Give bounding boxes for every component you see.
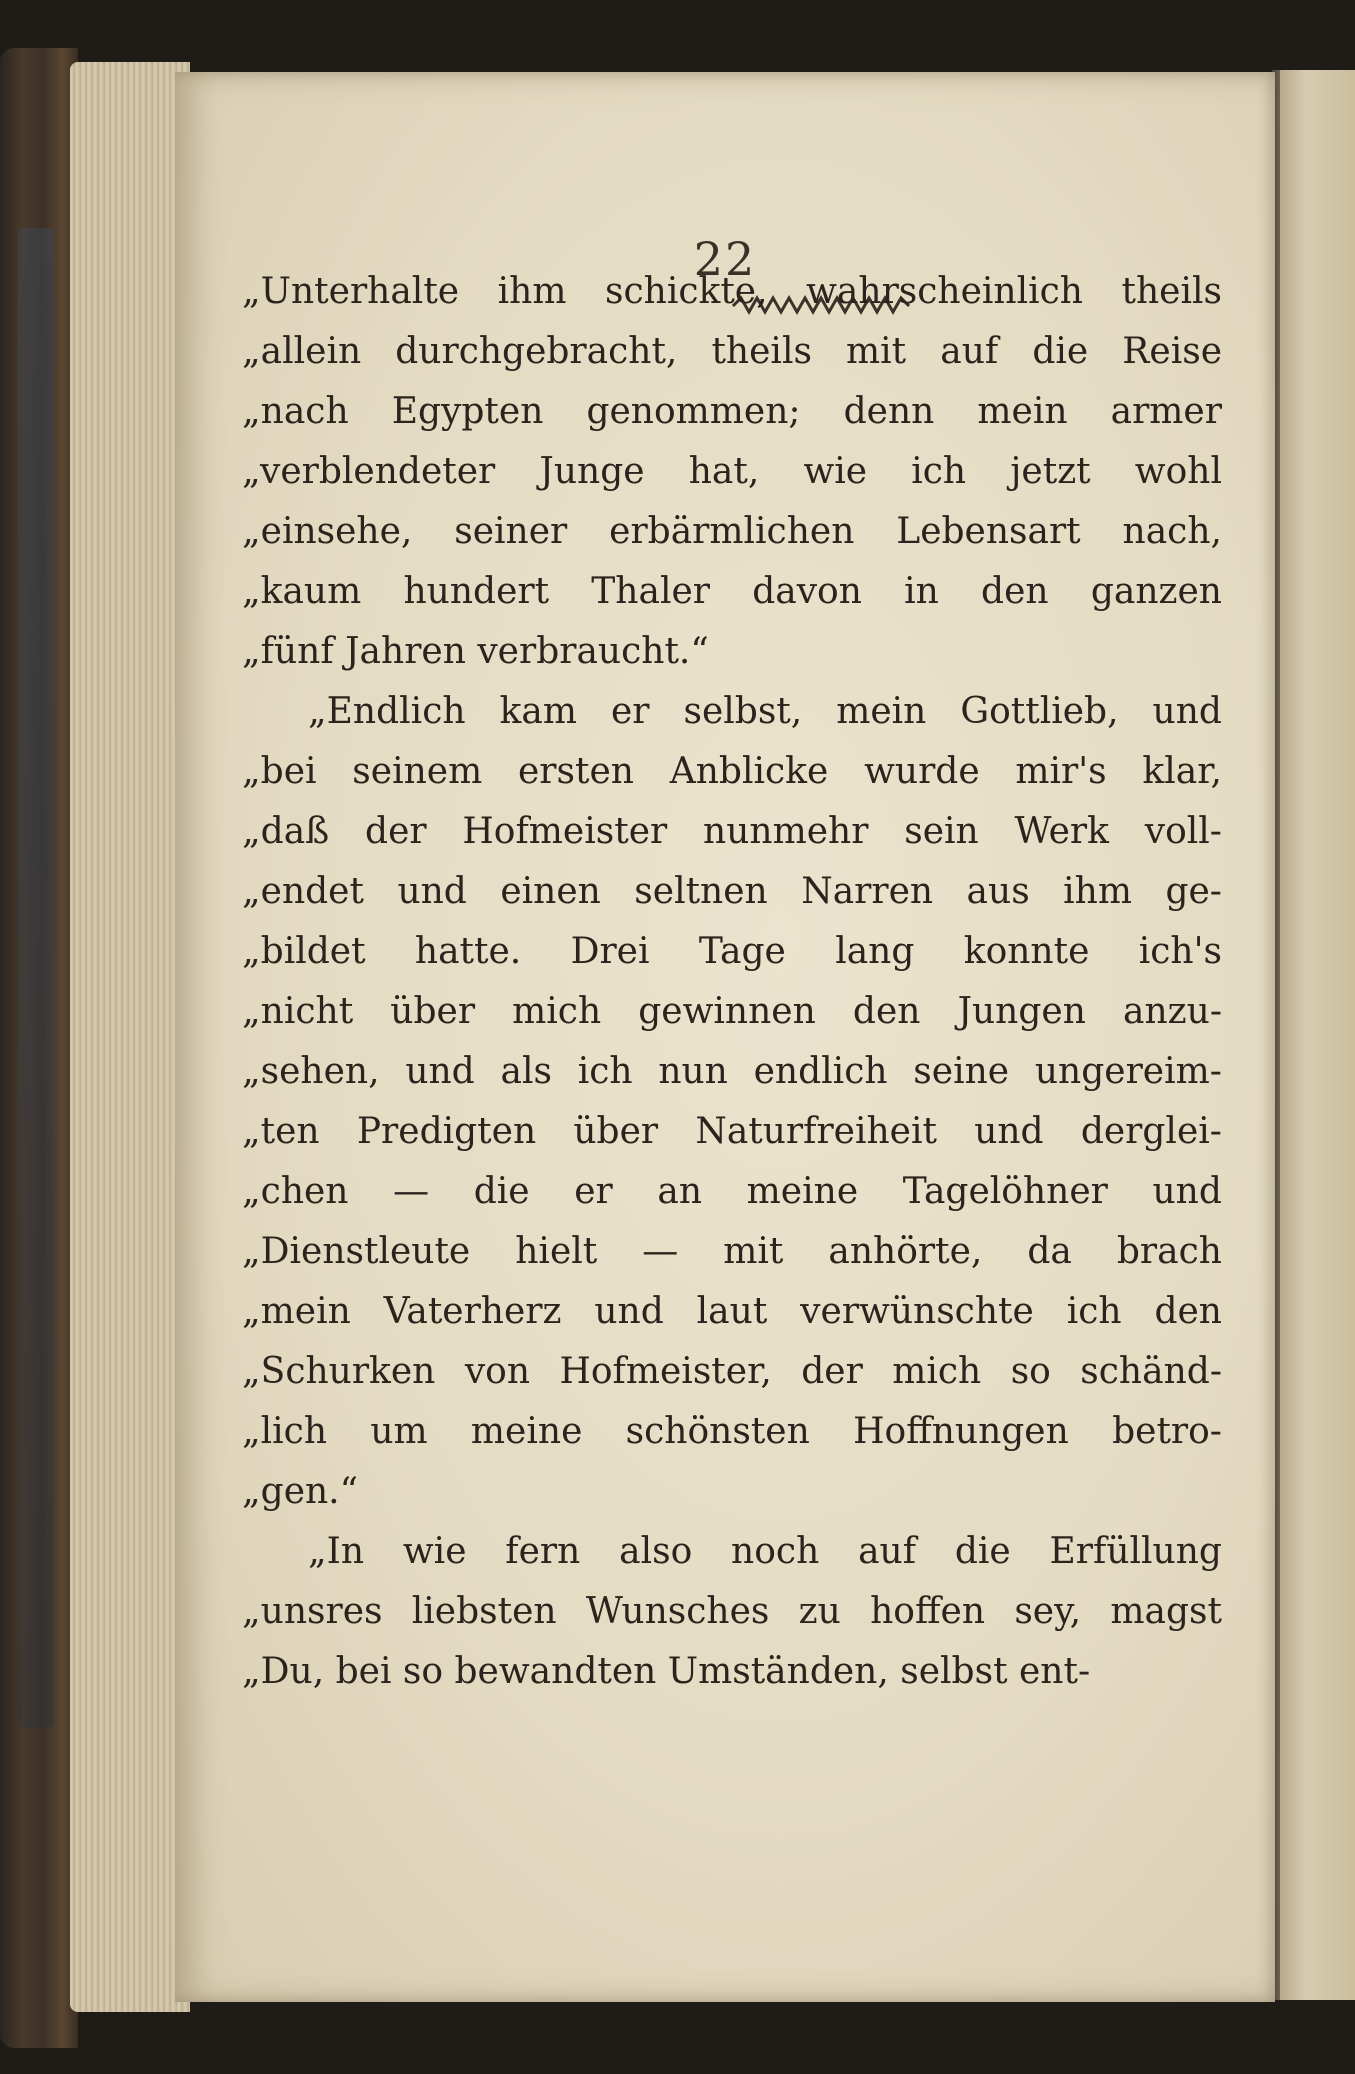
text-line: „allein durchgebracht, theils mit auf die Reise: [242, 331, 1222, 372]
text-line: „bildet hatte. Drei Tage lang konnte ich's: [242, 931, 1222, 972]
text-line: „bei seinem ersten Anblicke wurde mir's klar,: [242, 751, 1222, 792]
text-line: „gen.“: [242, 1471, 359, 1512]
text-line: „einsehe, seiner erbärmlichen Lebensart nach,: [242, 511, 1222, 552]
leather-binding: [0, 48, 78, 2048]
text-line: „unsres liebsten Wunsches zu hoffen sey, magst: [242, 1591, 1222, 1632]
body-text: [242, 262, 1222, 1702]
text-line: „mein Vaterherz und laut verwünschte ich den: [242, 1291, 1222, 1332]
text-line: „verblendeter Junge hat, wie ich jetzt wohl: [242, 451, 1222, 492]
text-line: „sehen, und als ich nun endlich seine ungereim-: [242, 1051, 1222, 1092]
text-line: „ten Predigten über Naturfreiheit und derglei-: [242, 1111, 1222, 1152]
text-line: „chen — die er an meine Tagelöhner und: [242, 1171, 1222, 1212]
text-line: „Unterhalte ihm schickte, wahrscheinlich theils: [242, 271, 1222, 312]
text-line: „Schurken von Hofmeister, der mich so schänd-: [242, 1351, 1222, 1392]
text-line: „lich um meine schönsten Hoffnungen betro-: [242, 1411, 1222, 1452]
text-line: „daß der Hofmeister nunmehr sein Werk voll-: [242, 811, 1222, 852]
text-line: „kaum hundert Thaler davon in den ganzen: [242, 571, 1222, 612]
text-line: „fünf Jahren verbraucht.“: [242, 631, 709, 672]
text-line: „endet und einen seltnen Narren aus ihm ge-: [242, 871, 1222, 912]
next-page-edge: [1280, 70, 1355, 2000]
text-line: „Endlich kam er selbst, mein Gottlieb, und: [308, 691, 1222, 732]
page-number: 22: [693, 232, 757, 286]
text-line: „Dienstleute hielt — mit anhörte, da brach: [242, 1231, 1222, 1272]
text-line: „nach Egypten genommen; denn mein armer: [242, 391, 1222, 432]
text-line: „Du, bei so bewandten Umständen, selbst ent-: [242, 1651, 1091, 1692]
text-line: „nicht über mich gewinnen den Jungen anzu-: [242, 991, 1222, 1032]
text-line: „In wie fern also noch auf die Erfüllung: [308, 1531, 1222, 1572]
page-edges: [70, 62, 190, 2012]
